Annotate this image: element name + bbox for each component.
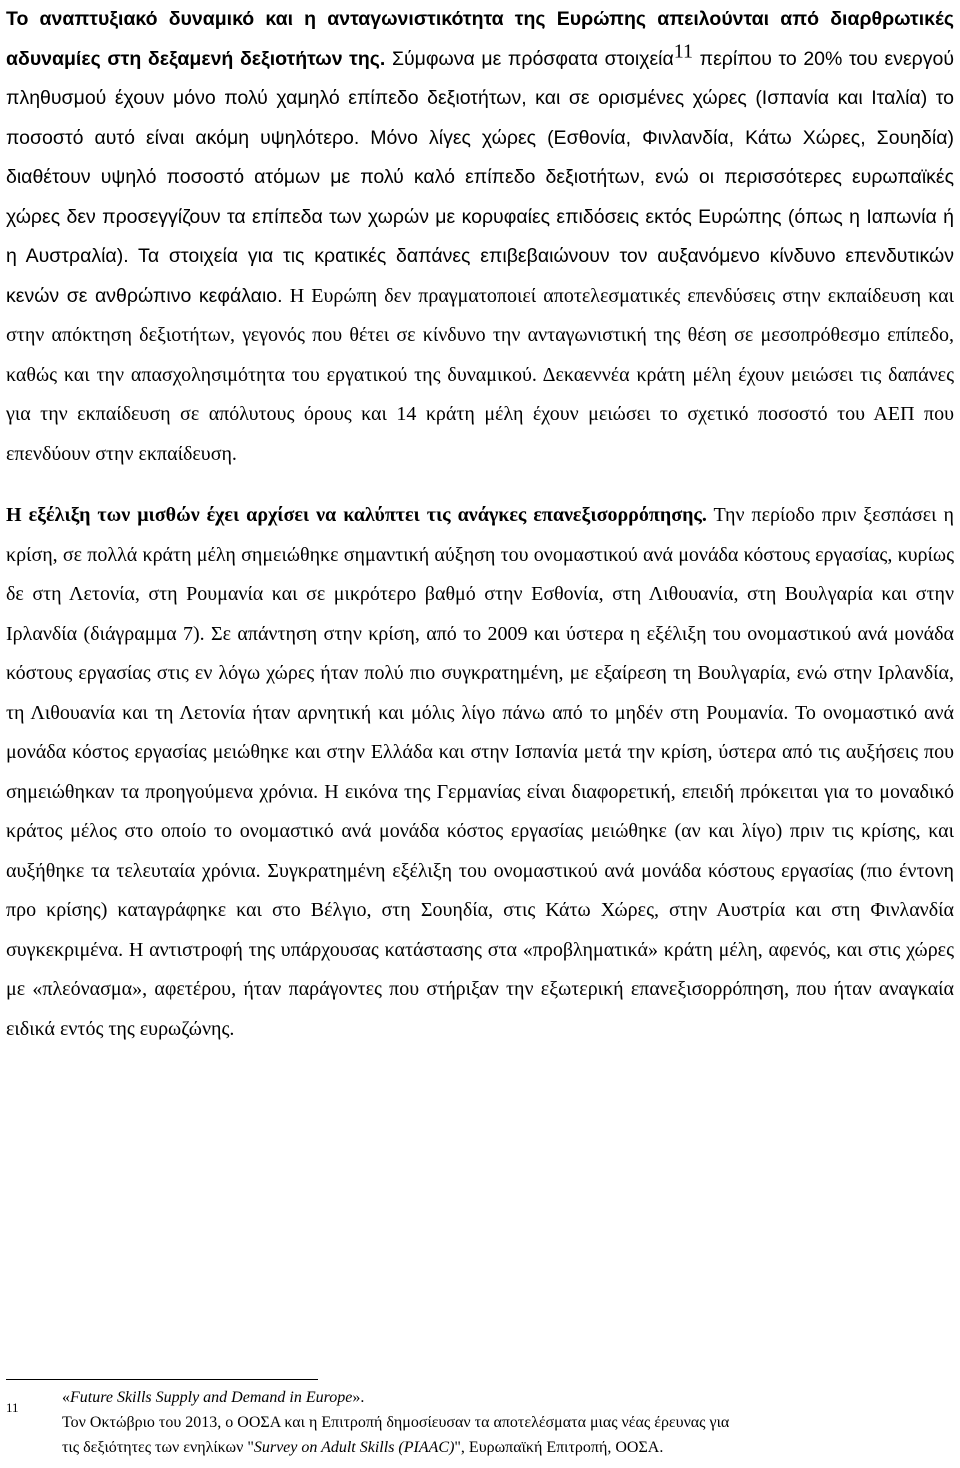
- footnote-publication-title: Future Skills Supply and Demand in Europe: [70, 1389, 353, 1406]
- paragraph-text: Σύμφωνα με πρόσφατα στοιχεία: [385, 47, 674, 70]
- paragraph-text: περίπου το 20% του ενεργού πληθυσμού έχουν μόνο πολύ χαμηλό επίπεδο δεξιοτήτων, και σε ορισμένες χώρες (Ισπανία και Ιταλία) το ποσοστό αυτό είναι ακόμη υψηλότερο. Μόνο λίγες χώρες (Εσθονία, Φινλανδία, Κάτω Χώρες, Σουηδία) διαθέτουν υψηλό ποσοστό ατόμων με πολύ καλό επίπεδο δεξιοτήτων, ενώ οι περισσότερες ευρωπαϊκές χώρες δεν προσεγγίζουν τα επίπεδα των χωρών με κορυφαίες επιδόσεις εκτός Ευρώπης (όπως η Ιαπωνία ή η Αυστραλία). Τα στοιχεία για τις κρατικές δαπάνες επιβεβαιώνουν τον αυξανόμενο κίνδυνο επενδυτικών κενών σε ανθρώπινο κεφάλαιο.: [6, 47, 954, 307]
- footnote-text: τις δεξιότητες των ενηλίκων ": [62, 1439, 254, 1456]
- footnote-line-2: Τον Οκτώβριο του 2013, ο ΟΟΣΑ και η Επιτροπή δημοσίευσαν τα αποτελέσματα μιας νέας έρευνας για: [62, 1414, 730, 1431]
- paragraph-lead-sentence: Το αναπτυξιακό δυναμικό και η ανταγωνιστικότητα της Ευρώπης απειλούνται από διαρθρωτικές αδυναμίες στη δεξαμενή δεξιοτήτων της.: [6, 8, 954, 70]
- paragraph-heading: Η εξέλιξη των μισθών έχει αρχίσει να καλύπτει τις ανάγκες επανεξισορρόπησης.: [6, 504, 707, 526]
- paragraph-wages: [6, 496, 954, 1049]
- footnote-line-1: [62, 1385, 954, 1410]
- footnote-line-3: [62, 1435, 954, 1460]
- paragraph-text: Την περίοδο πριν ξεσπάσει η κρίση, σε πολλά κράτη μέλη σημειώθηκε σημαντική αύξηση του ονομαστικού ανά μονάδα κόστους εργασίας, κυρίως δε στη Λετονία, στη Ρουμανία και σε μικρότερο βαθμό στην Εσθονία, στη Λιθουανία, στη Βουλγαρία και στην Ιρλανδία (διάγραμμα 7).: [6, 504, 955, 645]
- document-page: [6, 0, 954, 1049]
- footnote-reference[interactable]: 11: [673, 40, 694, 62]
- paragraph-text: Σε απάντηση στην κρίση, από το 2009 και ύστερα η εξέλιξη του ονομαστικού ανά μονάδα κόστους εργασίας στις εν λόγω χώρες ήταν πολύ πιο συγκρατημένη, με εξαίρεση τη Βουλγαρία, ενώ στην Ιρλανδία, τη Λιθουανία και τη Λετονία ήταν αρνητική και μόλις λίγο πάνω από το μηδέν στη Ρουμανία. Το ονομαστικό ανά μονάδα κόστος εργασίας μειώθηκε και στην Ελλάδα και στην Ισπανία μετά την κρίση, ύστερα από τις αυξήσεις που σημειώθηκαν τα προηγούμενα χρόνια. Η εικόνα της Γερμανίας είναι διαφορετική, επειδή πρόκειται για το μοναδικό κράτος μέλος στο οποίο το ονομαστικό ανά μονάδα κόστος εργασίας μειώθηκε (αν και λίγο) πριν τις κρίσης, και αυξήθηκε τα τελευταία χρόνια. Συγκρατημένη εξέλιξη του ονομαστικού ανά μονάδα κόστους εργασίας (πιο έντονη προ κρίσης) καταγράφηκε και στο Βέλγιο, στη Σουηδία, στις Κάτω Χώρες, στην Αυστρία και στη Φινλανδία συγκεκριμένα. Η αντιστροφή της υπάρχουσας κατάστασης στα «προβληματικά» κράτη μέλη, αφενός, και στις χώρες με «πλεόνασμα», αφετέρου, ήταν παράγοντες που στήριξαν την εξωτερική επανεξισορρόπηση, που ήταν αναγκαία ειδικά εντός της ευρωζώνης.: [6, 622, 955, 1040]
- footnote-open-quote: «: [62, 1389, 70, 1406]
- paragraph-text: Η Ευρώπη δεν πραγματοποιεί αποτελεσματικές επενδύσεις στην εκπαίδευση και στην απόκτηση δεξιοτήτων, γεγονός που θέτει σε κίνδυνο την ανταγωνιστική της θέση σε μεσοπρόθεσμο επίπεδο, καθώς και την απασχολησιμότητα του εργατικού της δυναμικού. Δεκαεννέα κράτη μέλη έχουν μειώσει τις δαπάνες για την εκπαίδευση σε απόλυτους όρους και 14 κράτη μέλη έχουν μειώσει το σχετικό ποσοστό του ΑΕΠ που επενδύουν στην εκπαίδευση.: [6, 284, 954, 465]
- footnote-close-quote: ».: [352, 1389, 365, 1406]
- footnote: [6, 1385, 954, 1460]
- footnote-text: ", Ευρωπαϊκή Επιτροπή, ΟΟΣΑ.: [454, 1439, 664, 1456]
- footnote-body: [62, 1385, 954, 1460]
- footnote-number: 11: [6, 1400, 19, 1415]
- paragraph-skills: [6, 0, 954, 474]
- footnote-separator: [6, 1379, 318, 1380]
- footnote-survey-title: Survey on Adult Skills (PIAAC): [253, 1439, 455, 1456]
